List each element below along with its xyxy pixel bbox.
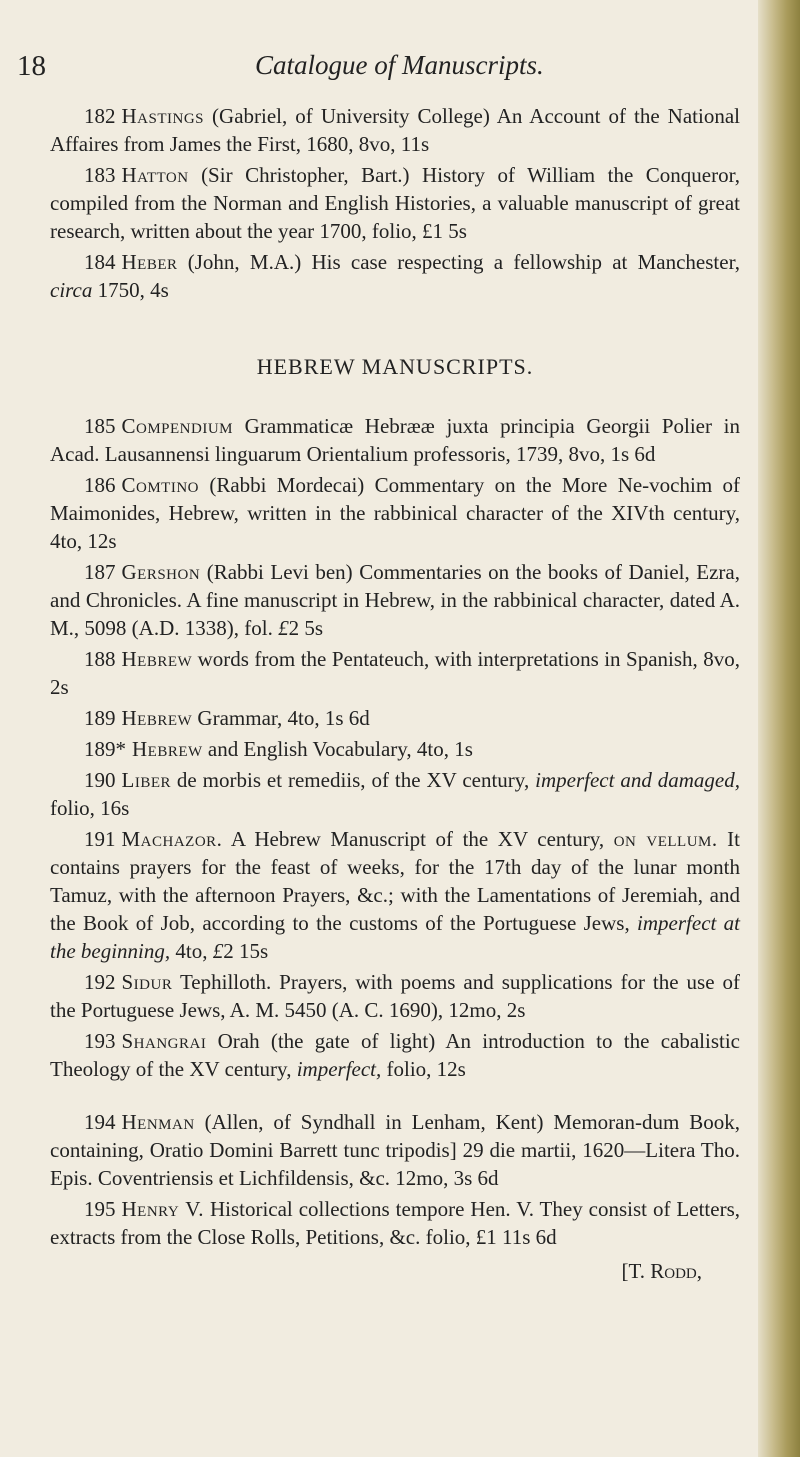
entry-number: 189 — [84, 706, 116, 730]
catalogue-entry — [50, 558, 740, 642]
entry-name: Hatton — [121, 163, 189, 187]
entry-text: words from the Pentateuch, with interpretations in Spanish, 8vo, 2s — [50, 647, 740, 699]
entry-text: folio, 12s — [381, 1057, 466, 1081]
entry-number: 188 — [84, 647, 116, 671]
catalogue-entry — [50, 248, 740, 304]
entry-text: Historical collections tempore Hen. V. They consist of Letters, extracts from the Close Rolls, Petitions, &c. folio, £1 11s 6d — [50, 1197, 740, 1249]
entry-text: Orah (the gate of light) An introduction to the cabalistic Theology of the XV century, — [50, 1029, 740, 1081]
entry-name: Hastings — [121, 104, 205, 128]
entry-name: Shangrai — [121, 1029, 207, 1053]
entry-number: 184 — [84, 250, 116, 274]
entry-number: 183 — [84, 163, 116, 187]
section-heading: HEBREW MANUSCRIPTS. — [256, 354, 534, 379]
entry-name: Heber — [121, 250, 178, 274]
entry-name: Compendium — [121, 414, 234, 438]
entry-text: on vellum. — [613, 827, 718, 851]
page-header — [17, 50, 740, 102]
catchword-prefix: [T. — [621, 1259, 651, 1283]
catchword-name: Rodd, — [650, 1259, 702, 1283]
catalogue-entry — [50, 825, 740, 965]
entry-name: Sidur — [121, 970, 173, 994]
entry-number: 189* — [84, 737, 126, 761]
running-title: Catalogue of Manuscripts. — [255, 50, 544, 80]
entry-text: (Rabbi Levi ben) Commentaries on the books of Daniel, Ezra, and Chronicles. A fine manuscript in Hebrew, in the rabbinical character, dated A. M., 5098 (A.D. 1338), fol. — [50, 560, 740, 640]
catalogue-entry — [50, 412, 740, 468]
catalogue-page — [17, 50, 741, 1284]
catalogue-entry — [50, 735, 740, 763]
entry-text: (Gabriel, of University College) An Account of the National Affaires from James the First, 1680, 8vo, 11s — [50, 104, 740, 156]
catalogue-entry — [50, 766, 740, 822]
entry-text: Grammaticæ Hebrææ juxta principia Georgii Polier in Acad. Lausannensi linguarum Orientalium professoris, 1739, 8vo, 1s 6d — [50, 414, 740, 466]
entry-text: 4to, — [170, 939, 213, 963]
entry-text: imperfect at the beginning, — [50, 911, 741, 963]
entry-name: Liber — [121, 768, 171, 792]
entries-hebrew — [50, 412, 740, 1083]
entry-number: 192 — [84, 970, 116, 994]
entry-number: 191 — [84, 827, 116, 851]
entry-name: Henry V. — [121, 1197, 204, 1221]
entry-name: Comtino — [121, 473, 199, 497]
entry-number: 187 — [84, 560, 116, 584]
catalogue-entry — [50, 645, 740, 701]
entry-name: Gershon — [121, 560, 201, 584]
catalogue-entry — [50, 704, 740, 732]
entry-text: imperfect and damaged, — [535, 768, 741, 792]
entry-name: Henman — [121, 1110, 195, 1134]
entries-after — [50, 1108, 740, 1251]
catalogue-entry — [50, 1195, 740, 1251]
entry-number: 182 — [84, 104, 116, 128]
entry-name: Machazor. — [121, 827, 223, 851]
entry-text: (Allen, of Syndhall in Lenham, Kent) Memoran-dum Book, containing, Oratio Domini Barrett tunc tripodis] 29 die martii, 1620—Litera Tho. Epis. Coventriensis et Lichfildensis, &c. 12mo, 3s 6d — [50, 1110, 740, 1190]
entry-text: £ — [278, 616, 289, 640]
entry-text: Grammar, 4to, 1s 6d — [192, 706, 370, 730]
entry-number: 186 — [84, 473, 116, 497]
catalogue-entry — [50, 1108, 740, 1192]
entry-text: circa — [50, 278, 93, 302]
catalogue-entry — [50, 1027, 740, 1083]
entry-text: and English Vocabulary, 4to, 1s — [202, 737, 473, 761]
catalogue-entry — [50, 161, 740, 245]
entry-text: folio, 16s — [50, 796, 130, 820]
entry-number: 185 — [84, 414, 116, 438]
entry-text: 2 5s — [288, 616, 324, 640]
catalogue-entry — [50, 102, 740, 158]
entry-name: Hebrew — [121, 706, 193, 730]
entry-text: Tephilloth. Prayers, with poems and supplications for the use of the Portuguese Jews, A. M. 5450 (A. C. 1690), 12mo, 2s — [50, 970, 740, 1022]
entry-text: (Rabbi Mordecai) Commentary on the More Ne-vochim of Maimonides, Hebrew, written in the rabbinical character of the XIVth century, 4to, 12s — [50, 473, 740, 553]
entry-text: 2 15s — [223, 939, 269, 963]
entry-name: Hebrew — [121, 647, 193, 671]
entry-number: 194 — [84, 1110, 116, 1134]
entry-number: 190 — [84, 768, 116, 792]
entry-text: (Sir Christopher, Bart.) History of William the Conqueror, compiled from the Norman and English Histories, a valuable manuscript of great research, written about the year 1700, folio, £1 5s — [50, 163, 740, 243]
page-edge-shadow — [758, 0, 800, 1457]
catalogue-entry — [50, 968, 740, 1024]
entry-text: A Hebrew Manuscript of the XV century, — [222, 827, 614, 851]
entries-before — [50, 102, 740, 304]
entry-text: It contains prayers for the feast of weeks, for the 17th day of the lunar month Tamuz, with the afternoon Prayers, &c.; with the Lamentations of Jeremiah, and the Book of Job, according to the customs of the Portuguese Jews, — [50, 827, 741, 935]
catchword — [50, 1259, 740, 1284]
entry-number: 193 — [84, 1029, 116, 1053]
page-number: 18 — [17, 50, 46, 82]
entry-number: 195 — [84, 1197, 116, 1221]
entry-name: Hebrew — [132, 737, 203, 761]
entry-text: (John, M.A.) His case respecting a fellowship at Manchester, — [177, 250, 740, 274]
entry-text: imperfect, — [296, 1057, 382, 1081]
entry-text: £ — [212, 939, 224, 963]
catalogue-entry — [50, 471, 740, 555]
spacer — [50, 1086, 740, 1108]
entry-text: de morbis et remediis, of the XV century, — [171, 768, 536, 792]
entry-text: 1750, 4s — [92, 278, 169, 302]
